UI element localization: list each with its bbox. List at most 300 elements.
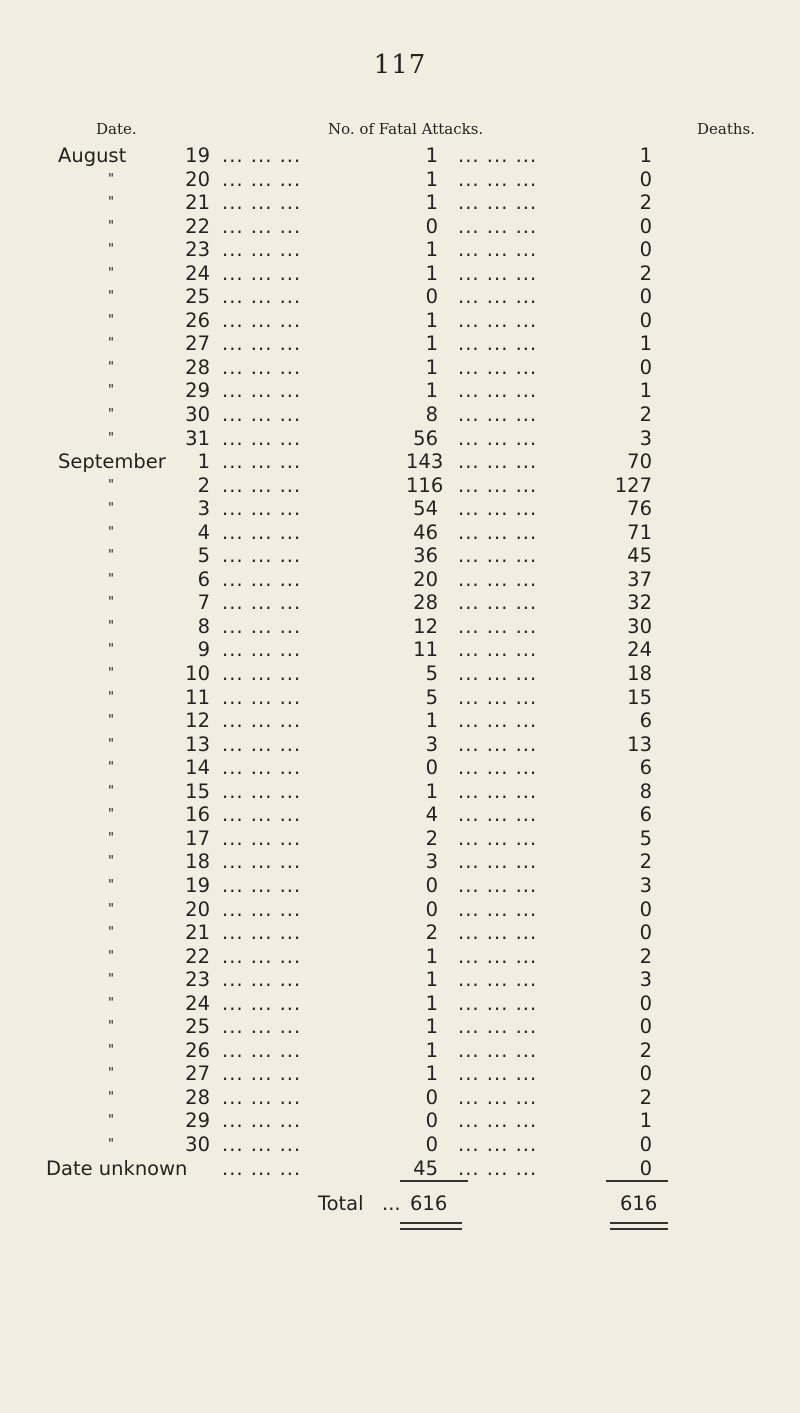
day-cell: 29 bbox=[185, 1109, 210, 1133]
table-row bbox=[0, 709, 800, 733]
deaths-cell: 24 bbox=[627, 638, 652, 662]
leader-dots: ... ... ... bbox=[458, 803, 538, 827]
leader-dots: ... ... ... bbox=[458, 355, 538, 379]
leader-dots: ... ... ... bbox=[222, 191, 302, 215]
month-cell: " bbox=[108, 1113, 114, 1129]
table-row bbox=[0, 992, 800, 1016]
leader-dots: ... ... ... bbox=[458, 520, 538, 544]
deaths-cell: 70 bbox=[627, 450, 652, 474]
deaths-cell: 0 bbox=[639, 1062, 652, 1086]
deaths-cell: 0 bbox=[639, 167, 652, 191]
leader-dots: ... ... ... bbox=[458, 332, 538, 356]
month-cell: " bbox=[108, 901, 114, 917]
fatal-attacks-cell: 8 bbox=[425, 403, 438, 427]
fatal-attacks-cell: 1 bbox=[425, 379, 438, 403]
fatal-attacks-cell: 12 bbox=[413, 614, 438, 638]
fatal-attacks-cell: 4 bbox=[425, 803, 438, 827]
month-cell: " bbox=[108, 407, 114, 423]
table-row bbox=[0, 850, 800, 874]
leader-dots: ... ... ... bbox=[222, 638, 302, 662]
day-cell: 7 bbox=[197, 591, 210, 615]
total-deaths: 616 bbox=[620, 1192, 658, 1215]
leader-dots: ... ... ... bbox=[458, 709, 538, 733]
fatal-attacks-cell: 1 bbox=[425, 1038, 438, 1062]
day-cell: 15 bbox=[185, 779, 210, 803]
deaths-cell: 1 bbox=[639, 332, 652, 356]
table-row bbox=[0, 427, 800, 451]
day-cell: 13 bbox=[185, 732, 210, 756]
month-cell: " bbox=[108, 430, 114, 446]
fatal-attacks-cell: 5 bbox=[425, 662, 438, 686]
month-cell: " bbox=[108, 548, 114, 564]
month-cell: September bbox=[58, 450, 166, 474]
day-cell: 19 bbox=[185, 144, 210, 167]
leader-dots: ... ... ... bbox=[458, 167, 538, 191]
day-cell: 25 bbox=[185, 285, 210, 309]
day-cell: 10 bbox=[185, 662, 210, 686]
deaths-cell: 45 bbox=[627, 544, 652, 568]
table-row bbox=[0, 1062, 800, 1086]
fatal-attacks-cell: 1 bbox=[425, 1062, 438, 1086]
fatal-attacks-cell: 28 bbox=[413, 591, 438, 615]
fatal-attacks-cell: 3 bbox=[425, 850, 438, 874]
deaths-cell: 0 bbox=[639, 991, 652, 1015]
fatal-attacks-cell: 1 bbox=[425, 238, 438, 262]
table-row bbox=[0, 874, 800, 898]
deaths-cell: 2 bbox=[639, 403, 652, 427]
month-cell: " bbox=[108, 760, 114, 776]
leader-dots: ... ... ... bbox=[222, 614, 302, 638]
leader-dots: ... ... ... bbox=[222, 497, 302, 521]
day-cell: 4 bbox=[197, 520, 210, 544]
fatal-double-rule-1 bbox=[400, 1222, 462, 1224]
leader-dots: ... ... ... bbox=[458, 379, 538, 403]
deaths-cell: 0 bbox=[639, 897, 652, 921]
month-cell: " bbox=[108, 948, 114, 964]
table-row bbox=[0, 403, 800, 427]
leader-dots: ... ... ... bbox=[458, 497, 538, 521]
leader-dots: ... ... ... bbox=[222, 308, 302, 332]
page-number: 117 bbox=[373, 50, 427, 80]
deaths-cell: 6 bbox=[639, 756, 652, 780]
month-cell: " bbox=[108, 666, 114, 682]
leader-dots: ... ... ... bbox=[222, 779, 302, 803]
leader-dots: ... ... ... bbox=[458, 685, 538, 709]
month-cell: " bbox=[108, 972, 114, 988]
table-row bbox=[0, 379, 800, 403]
day-cell: 19 bbox=[185, 873, 210, 897]
day-cell: 6 bbox=[197, 567, 210, 591]
leader-dots: ... ... ... bbox=[458, 426, 538, 450]
leader-dots: ... ... ... bbox=[222, 1062, 302, 1086]
deaths-cell: 0 bbox=[639, 355, 652, 379]
day-cell: 28 bbox=[185, 355, 210, 379]
table-row bbox=[0, 968, 800, 992]
leader-dots: ... ... ... bbox=[222, 591, 302, 615]
table-row bbox=[0, 497, 800, 521]
fatal-attacks-cell: 0 bbox=[425, 756, 438, 780]
fatal-attacks-cell: 1 bbox=[425, 144, 438, 167]
day-cell: 25 bbox=[185, 1015, 210, 1039]
leader-dots: ... ... ... bbox=[458, 991, 538, 1015]
leader-dots: ... ... ... bbox=[458, 308, 538, 332]
deaths-cell: 2 bbox=[639, 1038, 652, 1062]
month-cell: " bbox=[108, 359, 114, 375]
table-row bbox=[0, 356, 800, 380]
month-cell: " bbox=[108, 807, 114, 823]
day-cell: 3 bbox=[197, 497, 210, 521]
leader-dots: ... ... ... bbox=[222, 238, 302, 262]
leader-dots: ... ... ... bbox=[222, 662, 302, 686]
header-date: Date. bbox=[96, 120, 137, 138]
leader-dots: ... ... ... bbox=[458, 921, 538, 945]
day-cell: 12 bbox=[185, 709, 210, 733]
month-cell: August bbox=[58, 144, 127, 167]
day-cell: 14 bbox=[185, 756, 210, 780]
deaths-cell: 2 bbox=[639, 1085, 652, 1109]
day-cell: 30 bbox=[185, 1132, 210, 1156]
total-dots: ... bbox=[382, 1192, 401, 1215]
fatal-sum-rule bbox=[400, 1180, 468, 1182]
fatal-attacks-cell: 5 bbox=[425, 685, 438, 709]
fatal-attacks-cell: 1 bbox=[425, 191, 438, 215]
leader-dots: ... ... ... bbox=[222, 214, 302, 238]
month-cell: " bbox=[108, 713, 114, 729]
leader-dots: ... ... ... bbox=[222, 1038, 302, 1062]
fatal-attacks-cell: 116 bbox=[406, 473, 444, 497]
header-deaths: Deaths. bbox=[697, 120, 756, 138]
table-row bbox=[0, 285, 800, 309]
table-row bbox=[0, 1109, 800, 1133]
leader-dots: ... ... ... bbox=[222, 567, 302, 591]
leader-dots: ... ... ... bbox=[222, 991, 302, 1015]
deaths-cell: 13 bbox=[627, 732, 652, 756]
fatal-attacks-cell: 0 bbox=[425, 897, 438, 921]
leader-dots: ... ... ... bbox=[222, 1085, 302, 1109]
leader-dots: ... ... ... bbox=[458, 662, 538, 686]
fatal-attacks-cell: 1 bbox=[425, 308, 438, 332]
deaths-cell: 0 bbox=[639, 921, 652, 945]
table-row bbox=[0, 521, 800, 545]
deaths-cell: 2 bbox=[639, 191, 652, 215]
fatal-attacks-cell: 0 bbox=[425, 214, 438, 238]
leader-dots: ... ... ... bbox=[458, 261, 538, 285]
table-row bbox=[0, 568, 800, 592]
leader-dots: ... ... ... bbox=[458, 1109, 538, 1133]
deaths-cell: 71 bbox=[627, 520, 652, 544]
month-cell: " bbox=[108, 854, 114, 870]
table-row bbox=[0, 238, 800, 262]
table-row bbox=[0, 780, 800, 804]
deaths-cell: 3 bbox=[639, 968, 652, 992]
leader-dots: ... ... ... bbox=[458, 779, 538, 803]
fatal-attacks-cell: 1 bbox=[425, 261, 438, 285]
month-cell: " bbox=[108, 571, 114, 587]
deaths-cell: 1 bbox=[639, 1109, 652, 1133]
deaths-sum-rule bbox=[606, 1180, 668, 1182]
fatal-attacks-cell: 143 bbox=[406, 450, 444, 474]
date-unknown-label: Date unknown bbox=[46, 1156, 188, 1180]
table-row bbox=[0, 1086, 800, 1110]
leader-dots: ... ... ... bbox=[458, 450, 538, 474]
table-row bbox=[0, 168, 800, 192]
day-cell: 5 bbox=[197, 544, 210, 568]
fatal-attacks-cell: 1 bbox=[425, 709, 438, 733]
table-row bbox=[0, 191, 800, 215]
deaths-cell: 5 bbox=[639, 826, 652, 850]
leader-dots: ... ... ... bbox=[222, 685, 302, 709]
fatal-attacks-cell: 0 bbox=[425, 1085, 438, 1109]
deaths-cell: 0 bbox=[639, 1015, 652, 1039]
fatal-attacks-cell: 0 bbox=[425, 1109, 438, 1133]
table-row bbox=[0, 474, 800, 498]
deaths-cell: 30 bbox=[627, 614, 652, 638]
leader-dots: ... ... ... bbox=[222, 379, 302, 403]
month-cell: " bbox=[108, 689, 114, 705]
day-cell: 26 bbox=[185, 308, 210, 332]
fatal-attacks-cell: 2 bbox=[425, 826, 438, 850]
leader-dots: ... ... ... bbox=[222, 355, 302, 379]
month-cell: " bbox=[108, 1136, 114, 1152]
leader-dots: ... ... ... bbox=[222, 403, 302, 427]
month-cell: " bbox=[108, 242, 114, 258]
day-cell: 16 bbox=[185, 803, 210, 827]
day-cell: 27 bbox=[185, 332, 210, 356]
fatal-attacks-cell: 1 bbox=[425, 1015, 438, 1039]
day-cell: 8 bbox=[197, 614, 210, 638]
month-cell: " bbox=[108, 312, 114, 328]
leader-dots: ... ... ... bbox=[222, 803, 302, 827]
deaths-cell: 15 bbox=[627, 685, 652, 709]
table-row bbox=[0, 591, 800, 615]
deaths-cell: 37 bbox=[627, 567, 652, 591]
month-cell: " bbox=[108, 1042, 114, 1058]
deaths-cell: 3 bbox=[639, 873, 652, 897]
leader-dots: ... ... ... bbox=[458, 285, 538, 309]
deaths-cell: 6 bbox=[639, 709, 652, 733]
leader-dots: ... ... ... bbox=[458, 214, 538, 238]
table-row bbox=[0, 662, 800, 686]
table-row bbox=[0, 733, 800, 757]
deaths-double-rule-2 bbox=[610, 1228, 668, 1230]
table-row-date-unknown bbox=[0, 1157, 800, 1181]
table-row bbox=[0, 827, 800, 851]
deaths-cell: 0 bbox=[639, 1156, 652, 1180]
table-row bbox=[0, 921, 800, 945]
leader-dots: ... ... ... bbox=[222, 1132, 302, 1156]
fatal-attacks-cell: 2 bbox=[425, 921, 438, 945]
table-row bbox=[0, 686, 800, 710]
month-cell: " bbox=[108, 1089, 114, 1105]
fatal-attacks-cell: 46 bbox=[413, 520, 438, 544]
month-cell: " bbox=[108, 1066, 114, 1082]
day-cell: 2 bbox=[197, 473, 210, 497]
day-cell: 1 bbox=[197, 450, 210, 474]
table-row bbox=[0, 615, 800, 639]
table-row bbox=[0, 309, 800, 333]
leader-dots: ... ... ... bbox=[222, 968, 302, 992]
total-fatal: 616 bbox=[410, 1192, 448, 1215]
deaths-cell: 0 bbox=[639, 1132, 652, 1156]
month-cell: " bbox=[108, 383, 114, 399]
month-cell: " bbox=[108, 218, 114, 234]
leader-dots: ... ... ... bbox=[458, 756, 538, 780]
leader-dots: ... ... ... bbox=[458, 826, 538, 850]
day-cell: 30 bbox=[185, 403, 210, 427]
leader-dots: ... ... ... bbox=[458, 1038, 538, 1062]
deaths-cell: 2 bbox=[639, 261, 652, 285]
fatal-attacks-cell: 1 bbox=[425, 167, 438, 191]
month-cell: " bbox=[108, 171, 114, 187]
table-row bbox=[0, 945, 800, 969]
deaths-cell: 127 bbox=[614, 473, 652, 497]
leader-dots: ... ... ... bbox=[222, 473, 302, 497]
day-cell: 11 bbox=[185, 685, 210, 709]
fatal-attacks-cell: 20 bbox=[413, 567, 438, 591]
day-cell: 23 bbox=[185, 238, 210, 262]
day-cell: 20 bbox=[185, 167, 210, 191]
deaths-cell: 18 bbox=[627, 662, 652, 686]
leader-dots: ... ... ... bbox=[222, 850, 302, 874]
fatal-attacks-cell: 1 bbox=[425, 991, 438, 1015]
month-cell: " bbox=[108, 995, 114, 1011]
leader-dots: ... ... ... bbox=[458, 1085, 538, 1109]
day-cell: 9 bbox=[197, 638, 210, 662]
leader-dots: ... ... ... bbox=[222, 1109, 302, 1133]
leader-dots: ... ... ... bbox=[222, 520, 302, 544]
leader-dots: ... ... ... bbox=[222, 1015, 302, 1039]
fatal-attacks-cell: 36 bbox=[413, 544, 438, 568]
day-cell: 21 bbox=[185, 921, 210, 945]
month-cell: " bbox=[108, 477, 114, 493]
month-cell: " bbox=[108, 830, 114, 846]
fatal-attacks-cell: 56 bbox=[413, 426, 438, 450]
total-label: Total bbox=[318, 1192, 364, 1215]
day-cell: 17 bbox=[185, 826, 210, 850]
leader-dots: ... ... ... bbox=[458, 968, 538, 992]
fatal-attacks-cell: 1 bbox=[425, 355, 438, 379]
leader-dots: ... ... ... bbox=[458, 544, 538, 568]
fatal-attacks-cell: 3 bbox=[425, 732, 438, 756]
leader-dots: ... ... ... bbox=[222, 1156, 302, 1180]
leader-dots: ... ... ... bbox=[458, 473, 538, 497]
header-fatal-attacks: No. of Fatal Attacks. bbox=[328, 120, 484, 138]
leader-dots: ... ... ... bbox=[458, 1156, 538, 1180]
fatal-attacks-cell: 54 bbox=[413, 497, 438, 521]
month-cell: " bbox=[108, 736, 114, 752]
day-cell: 31 bbox=[185, 426, 210, 450]
month-cell: " bbox=[108, 618, 114, 634]
leader-dots: ... ... ... bbox=[222, 897, 302, 921]
table-row bbox=[0, 803, 800, 827]
month-cell: " bbox=[108, 195, 114, 211]
leader-dots: ... ... ... bbox=[222, 944, 302, 968]
deaths-cell: 1 bbox=[639, 379, 652, 403]
fatal-attacks-cell: 1 bbox=[425, 332, 438, 356]
table-body bbox=[0, 144, 800, 1180]
leader-dots: ... ... ... bbox=[458, 238, 538, 262]
leader-dots: ... ... ... bbox=[458, 1062, 538, 1086]
table-row bbox=[0, 544, 800, 568]
deaths-cell: 3 bbox=[639, 426, 652, 450]
deaths-cell: 32 bbox=[627, 591, 652, 615]
leader-dots: ... ... ... bbox=[458, 873, 538, 897]
month-cell: " bbox=[108, 783, 114, 799]
leader-dots: ... ... ... bbox=[222, 144, 302, 167]
leader-dots: ... ... ... bbox=[458, 403, 538, 427]
month-cell: " bbox=[108, 925, 114, 941]
day-cell: 24 bbox=[185, 991, 210, 1015]
leader-dots: ... ... ... bbox=[222, 332, 302, 356]
day-cell: 28 bbox=[185, 1085, 210, 1109]
fatal-attacks-cell: 0 bbox=[425, 873, 438, 897]
deaths-cell: 2 bbox=[639, 850, 652, 874]
leader-dots: ... ... ... bbox=[458, 1132, 538, 1156]
day-cell: 27 bbox=[185, 1062, 210, 1086]
day-cell: 23 bbox=[185, 968, 210, 992]
deaths-cell: 6 bbox=[639, 803, 652, 827]
day-cell: 29 bbox=[185, 379, 210, 403]
day-cell: 26 bbox=[185, 1038, 210, 1062]
leader-dots: ... ... ... bbox=[222, 873, 302, 897]
table-row bbox=[0, 332, 800, 356]
leader-dots: ... ... ... bbox=[222, 732, 302, 756]
fatal-double-rule-2 bbox=[400, 1228, 462, 1230]
leader-dots: ... ... ... bbox=[458, 732, 538, 756]
leader-dots: ... ... ... bbox=[222, 921, 302, 945]
deaths-cell: 0 bbox=[639, 238, 652, 262]
leader-dots: ... ... ... bbox=[458, 144, 538, 167]
leader-dots: ... ... ... bbox=[458, 614, 538, 638]
day-cell: 22 bbox=[185, 214, 210, 238]
leader-dots: ... ... ... bbox=[222, 285, 302, 309]
month-cell: " bbox=[108, 524, 114, 540]
table-row bbox=[0, 262, 800, 286]
leader-dots: ... ... ... bbox=[222, 756, 302, 780]
leader-dots: ... ... ... bbox=[458, 944, 538, 968]
leader-dots: ... ... ... bbox=[222, 709, 302, 733]
leader-dots: ... ... ... bbox=[458, 897, 538, 921]
month-cell: " bbox=[108, 265, 114, 281]
leader-dots: ... ... ... bbox=[222, 450, 302, 474]
table-row bbox=[0, 756, 800, 780]
month-cell: " bbox=[108, 336, 114, 352]
fatal-attacks-cell: 1 bbox=[425, 968, 438, 992]
leader-dots: ... ... ... bbox=[458, 1015, 538, 1039]
table-row bbox=[0, 1015, 800, 1039]
month-cell: " bbox=[108, 595, 114, 611]
month-cell: " bbox=[108, 501, 114, 517]
table-row bbox=[0, 144, 800, 168]
leader-dots: ... ... ... bbox=[222, 426, 302, 450]
leader-dots: ... ... ... bbox=[222, 544, 302, 568]
month-cell: " bbox=[108, 1019, 114, 1035]
month-cell: " bbox=[108, 877, 114, 893]
leader-dots: ... ... ... bbox=[458, 638, 538, 662]
leader-dots: ... ... ... bbox=[458, 850, 538, 874]
month-cell: " bbox=[108, 642, 114, 658]
deaths-cell: 0 bbox=[639, 285, 652, 309]
fatal-attacks-cell: 1 bbox=[425, 779, 438, 803]
fatal-attacks-cell: 0 bbox=[425, 285, 438, 309]
fatal-attacks-cell: 1 bbox=[425, 944, 438, 968]
table-row bbox=[0, 215, 800, 239]
leader-dots: ... ... ... bbox=[222, 826, 302, 850]
month-cell: " bbox=[108, 289, 114, 305]
table-row bbox=[0, 638, 800, 662]
deaths-cell: 8 bbox=[639, 779, 652, 803]
deaths-cell: 1 bbox=[639, 144, 652, 167]
